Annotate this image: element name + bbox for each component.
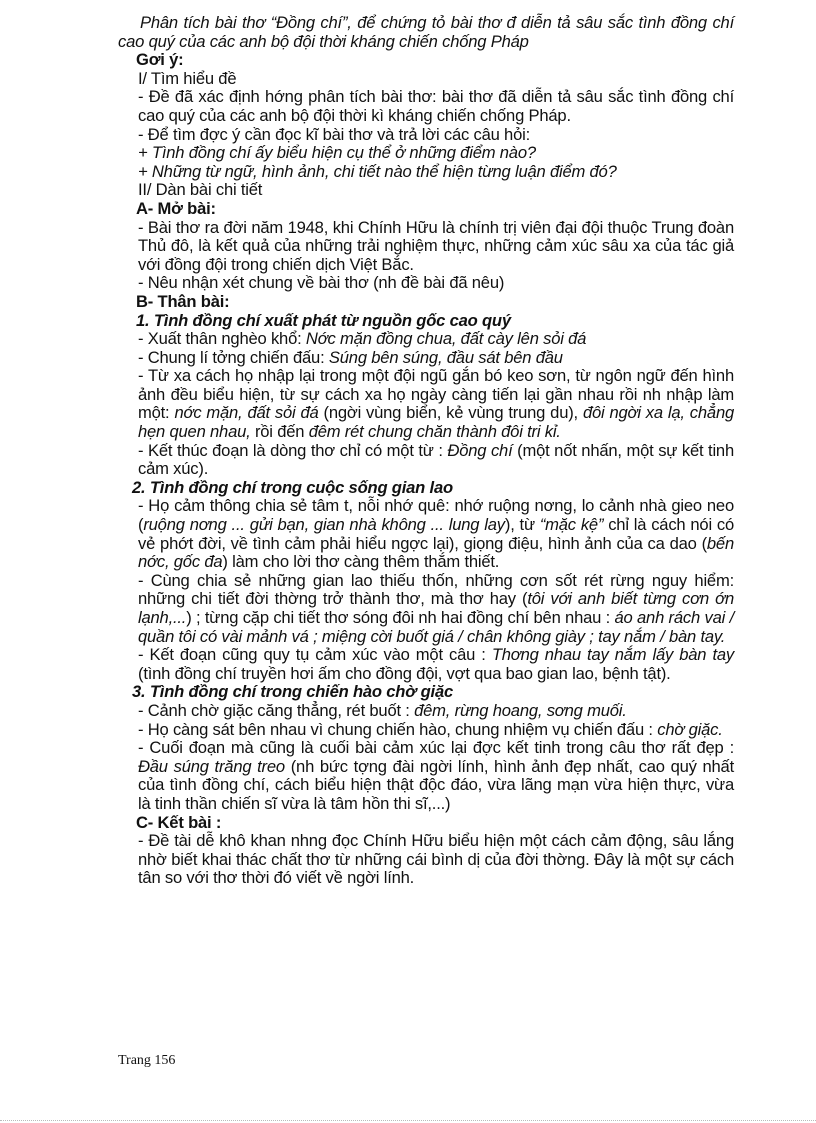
b1-title: 1. Tình đồng chí xuất phát từ nguồn gốc cao quý — [136, 310, 511, 330]
b2-line-3: - Kết đoạn cũng quy tụ cảm xúc vào một câu : Thơng nhau tay nắm lấy bàn tay (tình đồng chí truyền hơi ấm cho đồng đội, vợt qua bao gian lao, bệnh tật). — [138, 645, 734, 683]
page-bottom-divider — [0, 1120, 816, 1121]
section-2-title: II/ Dàn bài chi tiết — [138, 180, 263, 200]
b3-line-1: - Cảnh chờ giặc căng thẳng, rét buốt : đêm, rừng hoang, sơng muối. — [138, 700, 627, 720]
b3-title: 3. Tình đồng chí trong chiến hào chờ giặc — [132, 682, 454, 702]
a-line-2: - Nêu nhận xét chung về bài thơ (nh đề bài đã nêu) — [138, 273, 505, 293]
heading-b: B- Thân bài: — [136, 291, 230, 311]
b2-line-2: - Cùng chia sẻ những gian lao thiếu thốn, những cơn sốt rét rừng nguy hiểm: những chi tiết đời thờng trở thành thơ, mà thơ hay (tôi với anh biết từng cơn ớn lạnh,...) ; từng cặp chi tiết thơ sóng đôi nh hai đồng chí bên nhau : áo anh rách vai / quần tôi có vài mảnh vá ; miệng cời buốt giá / chân không giày ; tay nắm / bàn tay. — [138, 570, 734, 646]
task-prompt: Phân tích bài thơ “Đồng chí”, để chứng tỏ bài thơ đ diễn tả sâu sắc tình đồng chí cao quý của các anh bộ đội thời kháng chiến chống Pháp — [118, 13, 734, 51]
b1-line-3: - Từ xa cách họ nhập lại trong một đội ngũ gắn bó keo sơn, từ ngôn ngữ đến hình ảnh đều biểu hiện, từ sự cách xa họ ngày càng tiến lại gần nhau rồi nh nhập làm một: nớc mặn, đất sỏi đá (ngời vùng biển, kẻ vùng trung du), đôi ngời xa lạ, chẳng hẹn quen nhau, rồi đến đêm rét chung chăn thành đôi tri kỉ. — [138, 366, 734, 442]
b1-line-4: - Kết thúc đoạn là dòng thơ chỉ có một từ : Đồng chí (một nốt nhấn, một sự kết tinh cảm xúc). — [138, 440, 734, 479]
c-line-1: - Đề tài dễ khô khan nhng đọc Chính Hữu biểu hiện một cách cảm động, sâu lắng nhờ biết khai thác chất thơ từ những cái bình dị của đời thờng. Đây là một sự cách tân so với thơ thời đó viết về ngời lính. — [138, 831, 734, 888]
section-1-line-2: - Để tìm đợc ý cần đọc kĩ bài thơ và trả lời các câu hỏi: — [138, 124, 530, 144]
heading-c: C- Kết bài : — [136, 812, 222, 832]
hint-heading: Gơi ý: — [136, 50, 184, 70]
a-line-1: - Bài thơ ra đời năm 1948, khi Chính Hữu là chính trị viên đại đội thuộc Trung đoàn Thủ đô, là kết quả của những trải nghiệm thực, những cảm xúc sâu xa của tác giả với đồng đội trong chiến dịch Việt Bắc. — [138, 217, 734, 274]
b1-line-1: - Xuất thân nghèo khổ: Nớc mặn đồng chua, đất cày lên sỏi đá — [138, 329, 587, 349]
b3-line-3: - Cuối đoạn mà cũng là cuối bài cảm xúc lại đợc kết tinh trong câu thơ rất đẹp : Đầu súng trăng treo (nh bức tợng đài ngời lính, hình ảnh đẹp nhất, cao quý nhất của tình đồng chí, cách biểu hiện thật độc đáo, vừa lãng mạn vừa hiện thực, vừa là tinh thần chiến sĩ vừa là tâm hồn thi sĩ,...) — [138, 738, 734, 813]
question-1: + Tình đồng chí ấy biểu hiện cụ thể ở những điểm nào? — [138, 143, 536, 163]
page-number: Trang 156 — [118, 1053, 176, 1068]
b2-line-1: - Họ cảm thông chia sẻ tâm t, nỗi nhớ quê: nhớ ruộng nơng, lo cảnh nhà gieo neo (ruộng nơng ... gửi bạn, gian nhà không ... lung lay), từ “mặc kệ” chỉ là cách nói có vẻ phớt đời, về tình cảm phải hiểu ngợc lại), giọng điệu, hình ảnh của ca dao (bến nớc, gốc đa) làm cho lời thơ càng thêm thắm thiết. — [138, 496, 734, 572]
section-1-title: I/ Tìm hiểu đề — [138, 68, 237, 88]
b2-title: 2. Tình đồng chí trong cuộc sống gian lao — [132, 477, 453, 497]
question-2: + Những từ ngữ, hình ảnh, chi tiết nào thể hiện từng luận điểm đó? — [138, 161, 617, 181]
section-1-line-1: - Đề đã xác định hớng phân tích bài thơ: bài thơ đã diễn tả sâu sắc tình đồng chí cao quý của các anh bộ đội thời kì kháng chiến chống Pháp. — [138, 87, 734, 125]
heading-a: A- Mở bài: — [136, 198, 216, 218]
b3-line-2: - Họ càng sát bên nhau vì chung chiến hào, chung nhiệm vụ chiến đấu : chờ giặc. — [138, 719, 723, 739]
b1-line-2: - Chung lí tởng chiến đấu: Súng bên súng, đầu sát bên đầu — [138, 347, 563, 367]
document-body — [118, 14, 734, 888]
